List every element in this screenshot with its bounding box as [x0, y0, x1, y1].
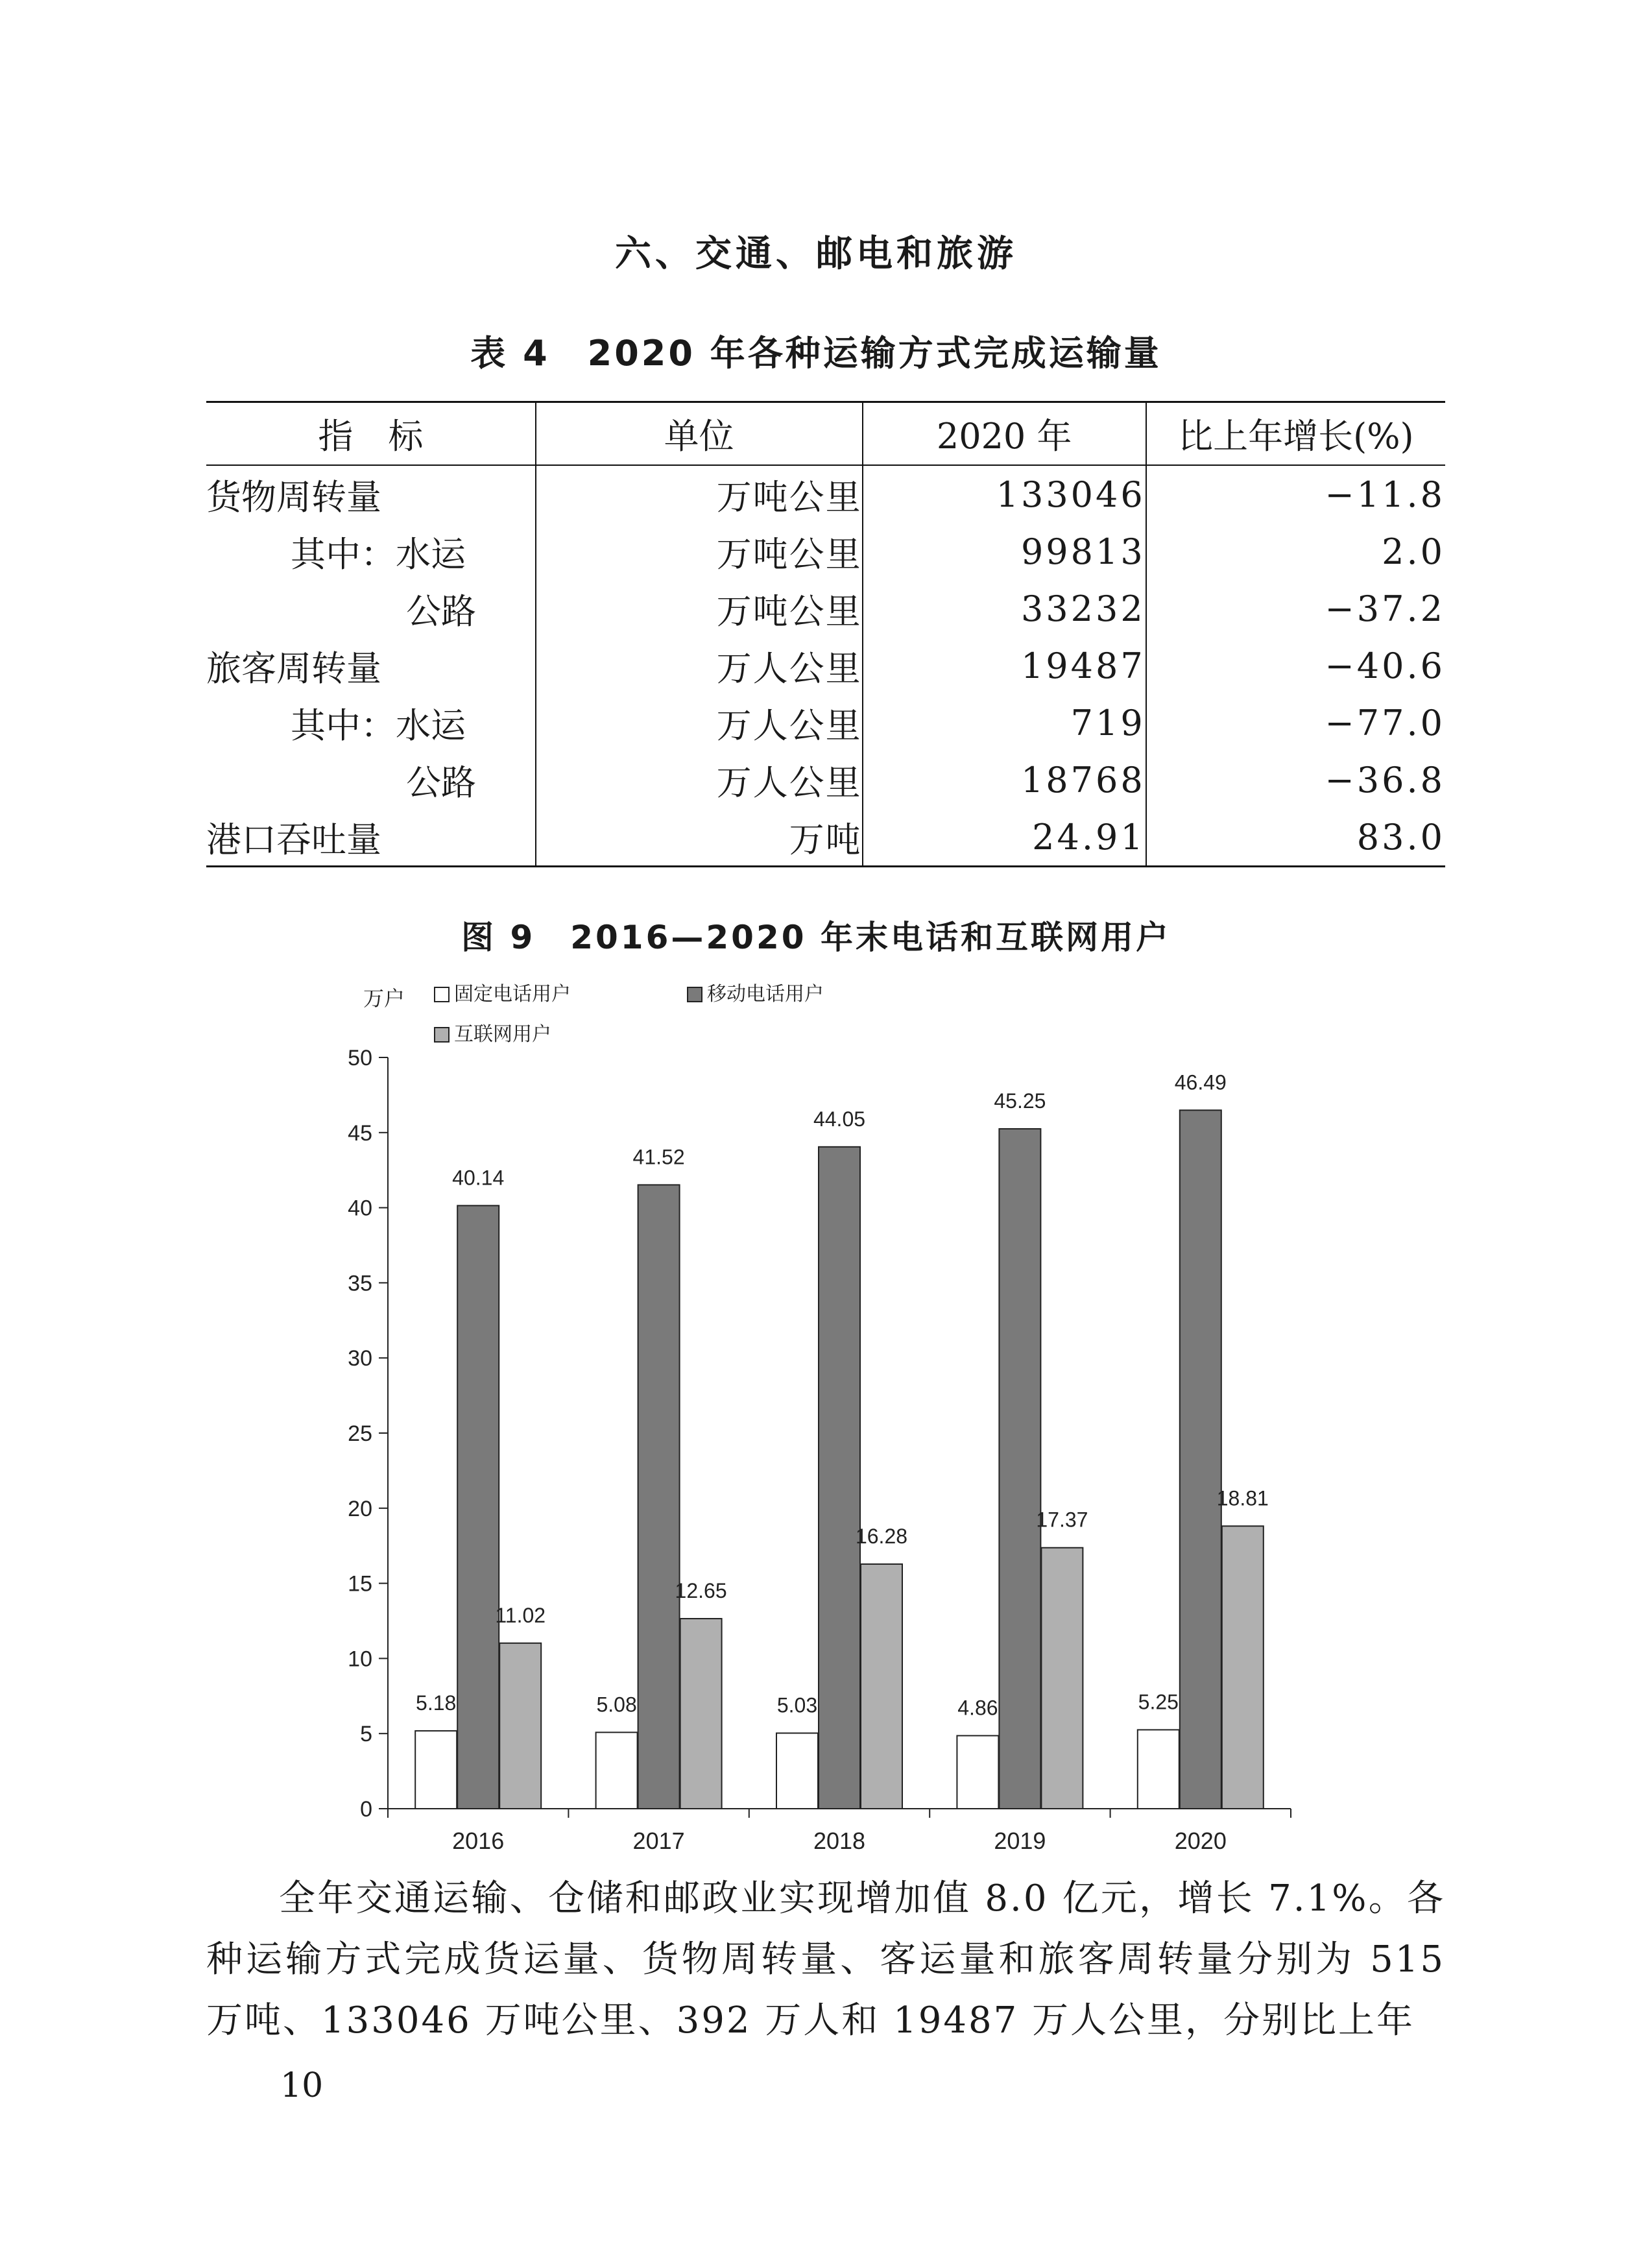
header-year: 2020 年: [863, 402, 1146, 466]
users-bar-chart: [337, 980, 1336, 1862]
legend-label: 固定电话用户: [454, 983, 571, 1005]
bar-data-label: 45.25: [994, 1089, 1046, 1113]
row-value: 99813: [863, 523, 1146, 580]
bar: [680, 1619, 722, 1809]
row-value: 18768: [863, 751, 1146, 808]
legend-swatch: [688, 987, 702, 1002]
row-growth: −36.8: [1146, 751, 1445, 808]
row-indicator: 公路: [406, 762, 476, 803]
figure-caption: 图 9 2016—2020 年末电话和互联网用户: [461, 919, 1171, 956]
y-tick-label: 30: [348, 1346, 372, 1371]
table-row: [206, 523, 1445, 580]
header-growth: 比上年增长(%): [1146, 402, 1445, 466]
bar: [957, 1735, 998, 1809]
y-tick-label: 10: [348, 1647, 372, 1672]
bar-data-label: 41.52: [632, 1145, 685, 1169]
row-indicator: 旅客周转量: [206, 647, 381, 689]
header-unit: 单位: [536, 402, 863, 466]
body-paragraph: 全年交通运输、仓储和邮政业实现增加值 8.0 亿元，增长 7.1%。各种运输方式完成货运量、货物周转量、客运量和旅客周转量分别为 515 万吨、133046 万吨公里、392 万人和 19487 万人公里，分别比上年: [206, 1877, 1445, 2042]
bar-data-label: 16.28: [855, 1524, 908, 1548]
row-value: 24.91: [863, 808, 1146, 867]
row-unit: 万人公里: [536, 751, 863, 808]
x-tick-label: 2016: [452, 1828, 505, 1854]
table-row: [206, 694, 1445, 751]
bar-data-label: 5.18: [416, 1691, 457, 1715]
row-unit: 万人公里: [536, 694, 863, 751]
row-unit: 万吨公里: [536, 580, 863, 637]
bar-data-label: 40.14: [452, 1166, 505, 1190]
table-row: [206, 580, 1445, 637]
row-growth: −77.0: [1146, 694, 1445, 751]
bar: [999, 1129, 1040, 1809]
bar: [415, 1731, 457, 1809]
legend-swatch: [435, 1028, 449, 1042]
x-tick-label: 2019: [994, 1828, 1046, 1854]
row-growth: −40.6: [1146, 637, 1445, 694]
body-text: [206, 1868, 1445, 2051]
legend-swatch: [435, 987, 449, 1002]
section-title: 六、交通、邮电和旅游: [615, 233, 1017, 275]
y-tick-label: 50: [348, 1046, 372, 1070]
row-value: 19487: [863, 637, 1146, 694]
bar-data-label: 18.81: [1216, 1486, 1269, 1510]
bar-data-label: 5.03: [776, 1693, 818, 1717]
bar: [1041, 1548, 1083, 1809]
x-tick-label: 2017: [632, 1828, 685, 1854]
bar-data-label: 46.49: [1174, 1070, 1227, 1094]
y-tick-label: 5: [360, 1722, 372, 1747]
y-tick-label: 25: [348, 1421, 372, 1446]
row-indicator: 其中：水运: [291, 533, 466, 575]
y-tick-label: 20: [348, 1496, 372, 1521]
bar: [776, 1733, 818, 1809]
bar: [819, 1147, 860, 1809]
row-unit: 万吨公里: [536, 465, 863, 523]
bar: [499, 1643, 541, 1809]
table-row: [206, 751, 1445, 808]
row-unit: 万人公里: [536, 637, 863, 694]
bar-data-label: 44.05: [813, 1107, 866, 1131]
row-indicator: 其中：水运: [291, 705, 466, 746]
bar: [1180, 1110, 1221, 1809]
bar: [596, 1732, 638, 1809]
row-value: 133046: [863, 465, 1146, 523]
bar: [861, 1564, 902, 1809]
row-value: 33232: [863, 580, 1146, 637]
bar: [1138, 1730, 1179, 1809]
table-row: [206, 465, 1445, 523]
transport-table: [206, 401, 1445, 867]
bar-data-label: 17.37: [1036, 1508, 1088, 1532]
y-tick-label: 40: [348, 1196, 372, 1221]
row-unit: 万吨: [536, 808, 863, 867]
bar-data-label: 5.25: [1138, 1690, 1179, 1714]
bar: [457, 1205, 499, 1809]
row-indicator: 港口吞吐量: [206, 808, 536, 867]
y-tick-label: 15: [348, 1571, 372, 1597]
y-axis-unit-label: 万户: [363, 987, 405, 1010]
row-indicator: 公路: [406, 590, 476, 632]
page-number: 10: [280, 2066, 324, 2105]
legend-label: 互联网用户: [454, 1024, 551, 1045]
table-row: [206, 637, 1445, 694]
bar: [638, 1185, 680, 1809]
bar-data-label: 11.02: [495, 1603, 546, 1627]
row-value: 719: [863, 694, 1146, 751]
bar-data-label: 4.86: [957, 1696, 998, 1720]
row-growth: 2.0: [1146, 523, 1445, 580]
x-tick-label: 2018: [813, 1828, 866, 1854]
table-caption: 表 4 2020 年各种运输方式完成运输量: [470, 333, 1162, 374]
table-row: [206, 808, 1445, 867]
legend-label: 移动电话用户: [707, 983, 824, 1005]
bar-data-label: 12.65: [675, 1579, 727, 1603]
y-tick-label: 45: [348, 1120, 372, 1146]
row-indicator: 货物周转量: [206, 476, 381, 518]
x-tick-label: 2020: [1174, 1828, 1227, 1854]
row-growth: −37.2: [1146, 580, 1445, 637]
row-unit: 万吨公里: [536, 523, 863, 580]
y-tick-label: 35: [348, 1271, 372, 1296]
bar-data-label: 5.08: [596, 1693, 637, 1717]
bar: [1222, 1526, 1264, 1809]
row-growth: −11.8: [1146, 465, 1445, 523]
row-growth: 83.0: [1146, 808, 1445, 867]
header-indicator: 指 标: [206, 402, 536, 466]
y-tick-label: 0: [360, 1797, 372, 1822]
table-header-row: [206, 402, 1445, 466]
